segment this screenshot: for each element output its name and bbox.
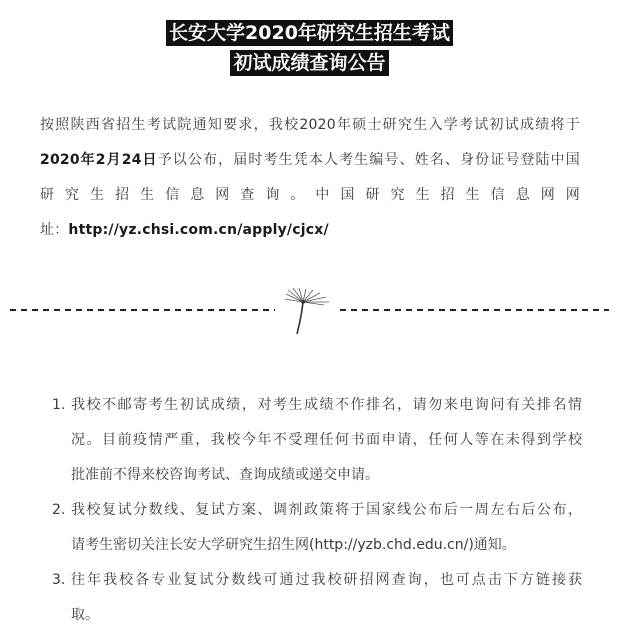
notice-item-3 xyxy=(52,563,582,633)
dandelion-seed-icon xyxy=(285,288,329,334)
notice-item-number: 3. xyxy=(52,572,66,588)
section-divider xyxy=(10,288,609,338)
notice-item-3-line-1: 往年我校各专业复试分数线可通过我校研招网查询，也可点击下方链接获 xyxy=(71,572,582,588)
score-query-url[interactable]: http://yz.chsi.com.cn/apply/cjcx/ xyxy=(68,222,329,238)
notice-item-number: 2. xyxy=(52,502,66,518)
notice-list xyxy=(52,388,582,633)
notice-item-2-line-1: 我校复试分数线、复试方案、调剂政策将于国家线公布后一周左右后公布， xyxy=(71,502,582,518)
notice-item-2 xyxy=(52,493,582,563)
intro-line-4 xyxy=(40,213,580,248)
notice-item-1-line-2: 况。目前疫情严重，我校今年不受理任何书面申请，任何人等在未得到学校 xyxy=(71,432,582,448)
intro-line-2 xyxy=(40,143,580,178)
notice-item-1-line-1: 我校不邮寄考生初试成绩，对考生成绩不作排名，请勿来电询问有关排名情 xyxy=(71,397,582,413)
notice-item-number: 1. xyxy=(52,397,66,413)
notice-item-1-line-3: 批准前不得来校咨询考试、查询成绩或递交申请。 xyxy=(71,467,379,483)
notice-item-3-line-2: 取。 xyxy=(71,607,99,623)
title-line-1: 长安大学2020年研究生招生考试 xyxy=(166,20,453,46)
release-date: 2020年2月24日 xyxy=(40,152,158,168)
url-prefix: 址： xyxy=(40,222,69,238)
intro-paragraph xyxy=(40,108,580,248)
intro-line-1: 按照陕西省招生考试院通知要求，我校2020年硕士研究生入学考试初试成绩将于 xyxy=(40,117,580,133)
notice-item-2-line-2: 请考生密切关注长安大学研究生招生网(http://yzb.chd.edu.cn/)通知。 xyxy=(71,537,516,553)
intro-line-3: 研究生招生信息网查询。中国研究生招生信息网网 xyxy=(40,187,580,203)
notice-item-1 xyxy=(52,388,582,493)
announcement-title xyxy=(0,18,619,78)
title-line-2: 初试成绩查询公告 xyxy=(230,50,388,76)
intro-line-2-rest: 予以公布，届时考生凭本人考生编号、姓名、身份证号登陆中国 xyxy=(157,152,580,168)
